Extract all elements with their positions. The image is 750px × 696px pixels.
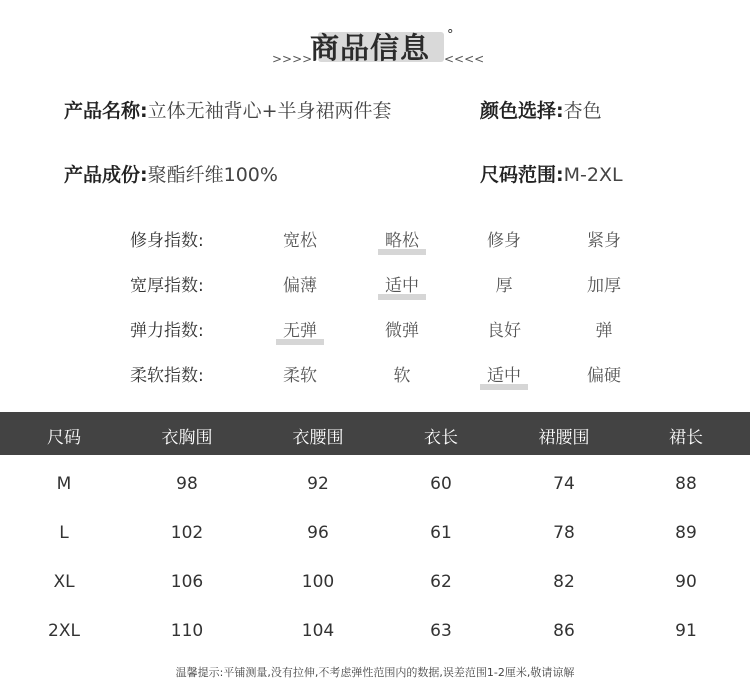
- size-cell: 62: [430, 572, 452, 592]
- size-header-cell: 衣腰围: [292, 428, 344, 448]
- material-value: 聚酯纤维100%: [147, 164, 278, 186]
- size-cell: 92: [307, 474, 329, 494]
- size-cell: 110: [170, 621, 204, 641]
- index-row: [0, 222, 750, 252]
- size-range-value: M-2XL: [563, 164, 623, 186]
- index-option: 偏硬: [587, 366, 621, 386]
- measurement-note: 温馨提示:平铺测量,没有拉伸,不考虑弹性范围内的数据,误差范围1-2厘米,敬请谅解: [175, 666, 575, 679]
- index-option-selected: 适中: [474, 361, 534, 386]
- index-row: [0, 267, 750, 297]
- size-header-cell: 衣胸围: [161, 428, 213, 448]
- size-range-line: [480, 160, 623, 187]
- size-cell: 91: [675, 621, 697, 641]
- size-cell: 104: [301, 621, 335, 641]
- size-table-row: [0, 559, 750, 608]
- arrows-left-decoration: >>>>: [272, 52, 313, 66]
- size-header-cell: 衣长: [424, 428, 458, 448]
- color-value: 杏色: [563, 100, 602, 122]
- size-cell: 86: [553, 621, 575, 641]
- index-option: 修身: [487, 231, 521, 251]
- size-cell: 96: [307, 523, 329, 543]
- index-option: 偏薄: [283, 276, 317, 296]
- product-name-line: [64, 96, 392, 123]
- index-option: 弹: [595, 321, 613, 341]
- size-cell: 82: [553, 572, 575, 592]
- index-option: 柔软: [283, 366, 317, 386]
- size-cell: 60: [430, 474, 452, 494]
- size-table-row: [0, 608, 750, 657]
- section-heading: [0, 22, 750, 74]
- size-cell: L: [59, 523, 69, 543]
- material-label: 产品成份:: [64, 164, 148, 186]
- index-option: 宽松: [283, 231, 317, 251]
- index-row: [0, 312, 750, 342]
- size-cell: 74: [553, 474, 575, 494]
- size-table-header: [0, 412, 750, 455]
- product-name-label: 产品名称:: [64, 100, 148, 122]
- size-cell: 98: [176, 474, 198, 494]
- size-table-row: [0, 510, 750, 559]
- size-cell: 78: [553, 523, 575, 543]
- size-table-row: [0, 461, 750, 510]
- index-option: 加厚: [587, 276, 621, 296]
- index-row: [0, 357, 750, 387]
- index-label: 弹力指数:: [130, 321, 204, 341]
- color-label: 颜色选择:: [480, 100, 564, 122]
- page-title: 商品信息: [310, 31, 431, 65]
- arrows-right-decoration: <<<<: [444, 52, 485, 66]
- size-header-cell: 尺码: [47, 428, 81, 448]
- index-option: 软: [393, 366, 411, 386]
- size-cell: XL: [53, 572, 75, 592]
- size-cell: 61: [430, 523, 452, 543]
- index-option-selected: 适中: [372, 271, 432, 296]
- size-cell: 102: [170, 523, 204, 543]
- index-option: 良好: [487, 321, 521, 341]
- size-cell: 63: [430, 621, 452, 641]
- size-header-cell: 裙腰围: [538, 428, 590, 448]
- index-option: 厚: [495, 276, 513, 296]
- size-cell: 106: [170, 572, 204, 592]
- index-option-selected: 无弹: [270, 316, 330, 341]
- size-cell: 2XL: [48, 621, 80, 641]
- index-label: 修身指数:: [130, 231, 204, 251]
- size-cell: 88: [675, 474, 697, 494]
- degree-dot: °: [447, 28, 454, 43]
- size-header-cell: 裙长: [669, 428, 703, 448]
- material-line: [64, 160, 278, 187]
- size-cell: 100: [301, 572, 335, 592]
- size-cell: M: [56, 474, 72, 494]
- size-cell: 90: [675, 572, 697, 592]
- product-name-value: 立体无袖背心+半身裙两件套: [147, 100, 392, 122]
- size-range-label: 尺码范围:: [480, 164, 564, 186]
- index-label: 柔软指数:: [130, 366, 204, 386]
- color-line: [480, 96, 602, 123]
- index-label: 宽厚指数:: [130, 276, 204, 296]
- index-option: 微弹: [385, 321, 419, 341]
- index-option-selected: 略松: [372, 226, 432, 251]
- index-option: 紧身: [587, 231, 621, 251]
- size-cell: 89: [675, 523, 697, 543]
